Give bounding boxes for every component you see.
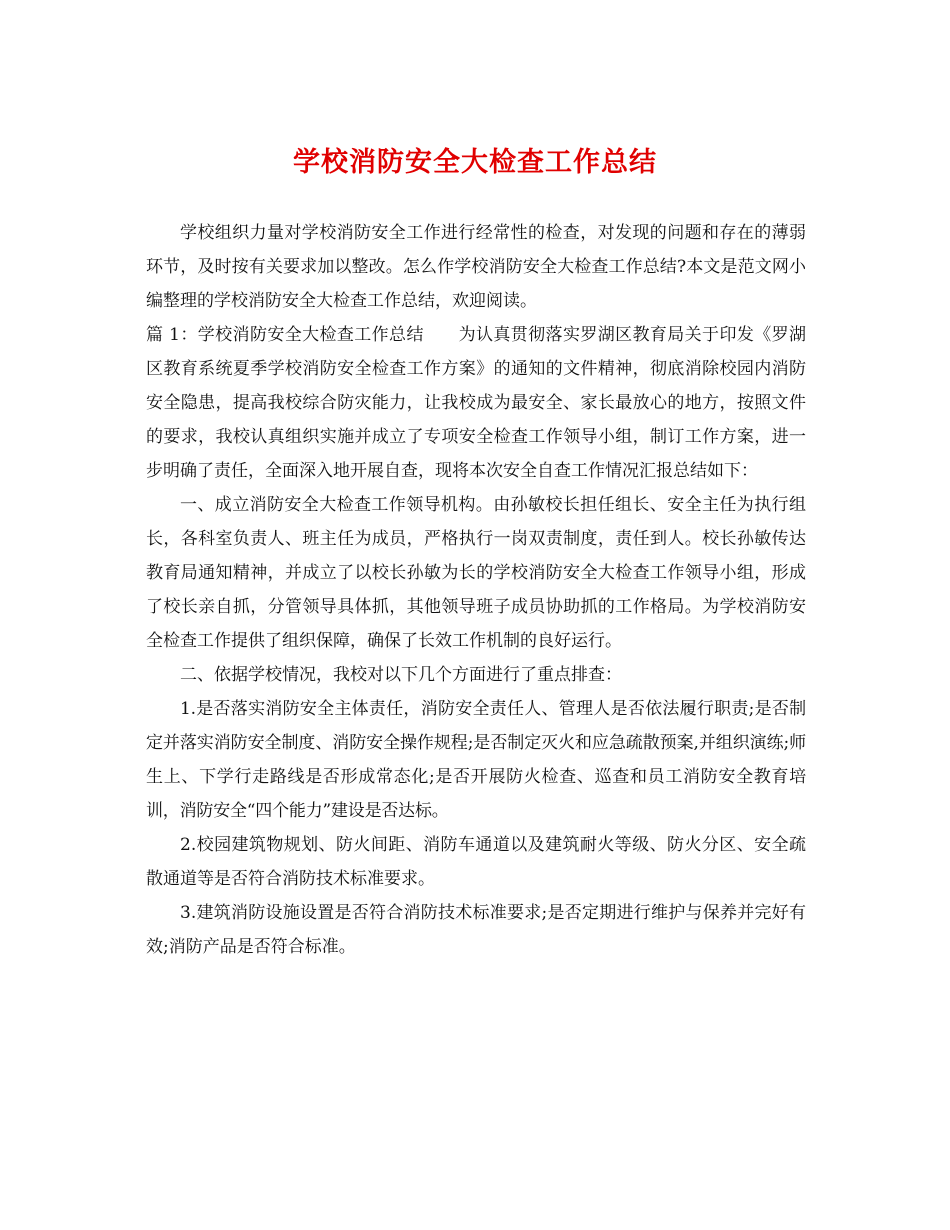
paragraph-leadership: 一、成立消防安全大检查工作领导机构。由孙敏校长担任组长、安全主任为执行组长，各科室负责人、班主任为成员，严格执行一岗双责制度，责任到人。校长孙敏传达教育局通知精神，并成立了以校长孙敏为长的学校消防安全大检查工作领导小组，形成了校长亲自抓，分管领导具体抓，其他领导班子成员协助抓的工作格局。为学校消防安全检查工作提供了组织保障，确保了长效工作机制的良好运行。 bbox=[146, 495, 806, 651]
document-body bbox=[146, 216, 806, 964]
paragraph-item-2: 2.校园建筑物规划、防火间距、消防车通道以及建筑耐火等级、防火分区、安全疏散通道等是否符合消防技术标准要求。 bbox=[146, 835, 806, 889]
document-title: 学校消防安全大检查工作总结 bbox=[293, 147, 657, 178]
paragraph-item-1: 1.是否落实消防安全主体责任，消防安全责任人、管理人是否依法履行职责;是否制定并落实消防安全制度、消防安全操作规程;是否制定灭火和应急疏散预案,并组织演练;师生上、下学行走路线是否形成常态化;是否开展防火检查、巡查和员工消防安全教育培训，消防安全“四个能力”建设是否达标。 bbox=[146, 699, 806, 821]
paragraph-inspection-heading: 二、依据学校情况，我校对以下几个方面进行了重点排查： bbox=[180, 665, 622, 685]
paragraph-intro: 学校组织力量对学校消防安全工作进行经常性的检查，对发现的问题和存在的薄弱环节，及时按有关要求加以整改。怎么作学校消防安全大检查工作总结?本文是范文网小编整理的学校消防安全大检查工作总结，欢迎阅读。 bbox=[146, 223, 806, 311]
paragraph-item-3: 3.建筑消防设施设置是否符合消防技术标准要求;是否定期进行维护与保养并完好有效;消防产品是否符合标准。 bbox=[146, 903, 806, 957]
paragraph-section-1: 篇 1：学校消防安全大检查工作总结 为认真贯彻落实罗湖区教育局关于印发《罗湖区教育系统夏季学校消防安全检查工作方案》的通知的文件精神，彻底消除校园内消防安全隐患，提高我校综合防灾能力，让我校成为最安全、家长最放心的地方，按照文件的要求，我校认真组织实施并成立了专项安全检查工作领导小组，制订工作方案，进一步明确了责任，全面深入地开展自查，现将本次安全自查工作情况汇报总结如下： bbox=[146, 325, 806, 481]
